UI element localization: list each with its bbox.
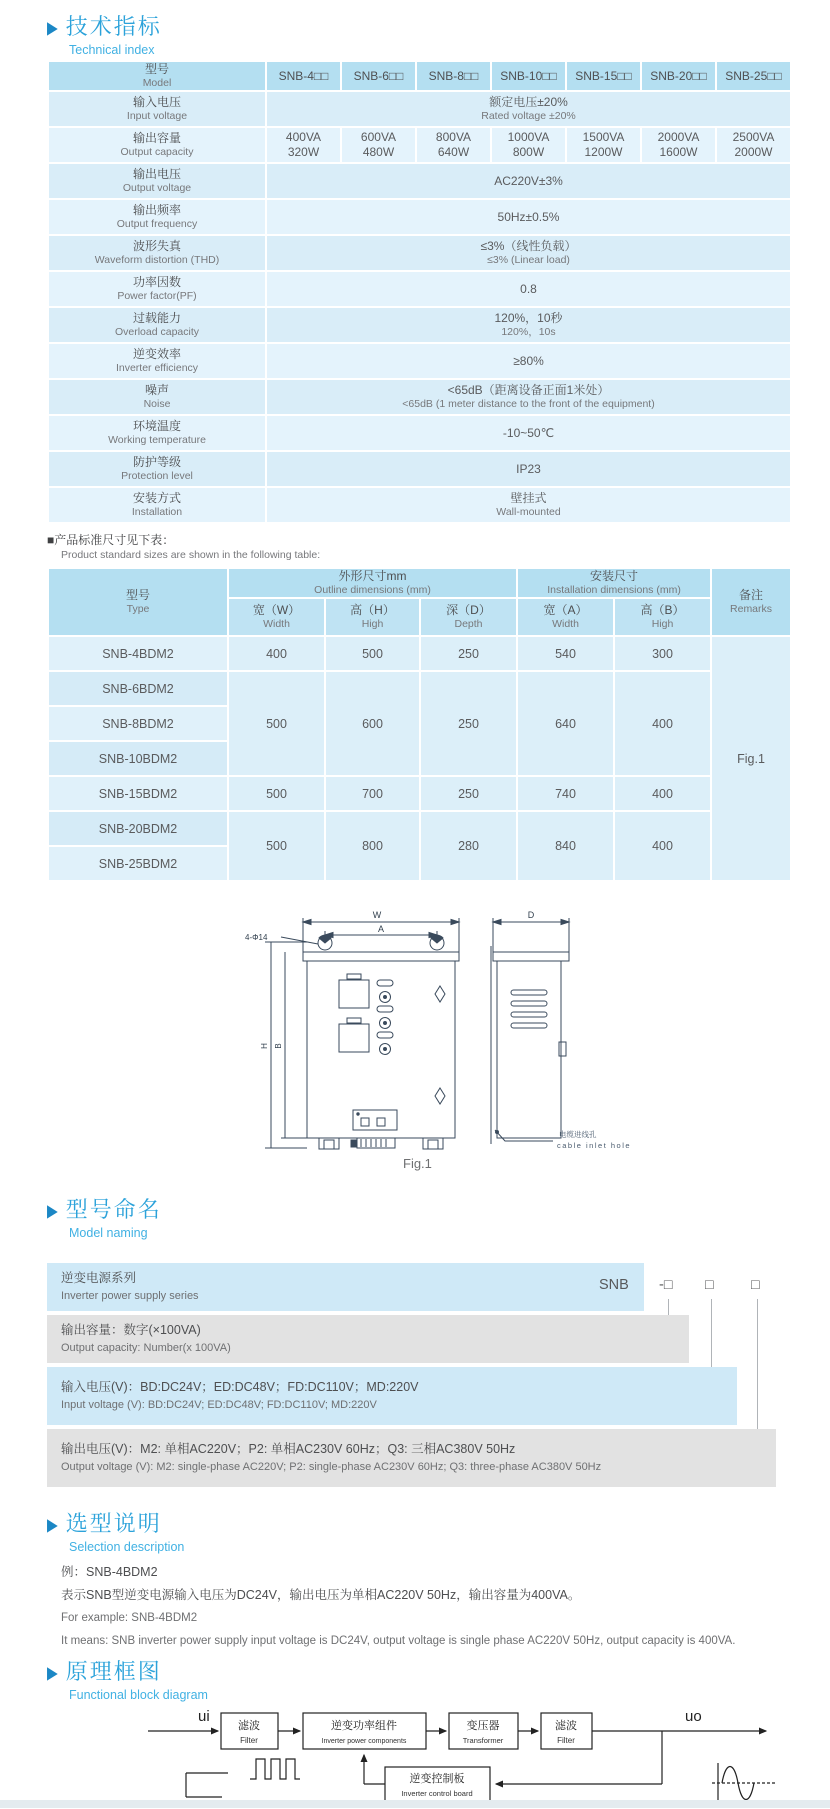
capacity-cell: 600VA 480W	[341, 127, 416, 163]
naming-row-series: 逆变电源系列 Inverter power supply series	[47, 1263, 644, 1311]
selection-example-en: For example: SNB-4BDM2	[61, 1612, 198, 1624]
section-arrow-icon: ▶	[47, 1514, 58, 1534]
capacity-cell: 2500VA 2000W	[716, 127, 791, 163]
spec-value-cell: -10~50℃	[266, 415, 791, 451]
remarks-cell: Fig.1	[711, 636, 791, 881]
spec-row-input-voltage	[48, 91, 791, 127]
outline-header-cell: 外形尺寸mm Outline dimensions (mm)	[228, 568, 517, 598]
section-title-zh: 选型说明	[65, 1511, 162, 1536]
inverter-power-label-en: Inverter power components	[321, 1738, 407, 1745]
type-cell: SNB-8BDM2	[48, 706, 228, 741]
spec-label-cell: 防护等级 Protection level	[48, 451, 266, 487]
capacity-cell: 1000VA 800W	[491, 127, 566, 163]
code-prefix: SNB	[599, 1277, 629, 1293]
spec-value-cell: ≥80%	[266, 343, 791, 379]
section-model-naming-heading	[47, 1197, 790, 1223]
size-row: SNB-20BDM2 500 800 280 840 400	[48, 811, 791, 846]
table-header-row	[48, 61, 791, 91]
spec-label-cell: 输出频率 Output frequency	[48, 199, 266, 235]
diagram-output-label: uo	[685, 1708, 702, 1725]
model-col: SNB-10□□	[491, 61, 566, 91]
spec-value-en: Rated voltage ±20%	[481, 110, 576, 122]
model-col: SNB-4□□	[266, 61, 341, 91]
control-board-label-zh: 逆变控制板	[409, 1773, 465, 1785]
type-cell: SNB-20BDM2	[48, 811, 228, 846]
connector-line	[668, 1299, 669, 1315]
spec-label-zh: 输出容量	[132, 131, 181, 145]
model-col: SNB-25□□	[716, 61, 791, 91]
capacity-cell: 400VA 320W	[266, 127, 341, 163]
dim-b-label: B	[274, 1043, 283, 1049]
selection-text	[61, 1561, 790, 1653]
transformer-label-zh: 变压器	[466, 1720, 500, 1732]
spec-row-protection-level	[48, 451, 791, 487]
code-slot-1: -□	[659, 1277, 673, 1293]
filter1-label-en: Filter	[240, 1736, 258, 1745]
spec-label-cell	[48, 91, 266, 127]
sizes-group-header-row	[48, 568, 791, 598]
section-title-zh: 原理框图	[65, 1659, 162, 1684]
filter1-label-zh: 滤波	[238, 1720, 260, 1732]
page-bottom-strip	[0, 1800, 830, 1808]
spec-row-working-temperature	[48, 415, 791, 451]
spec-row-installation	[48, 487, 791, 523]
spec-label-en: Output capacity	[120, 146, 194, 158]
filter2-label-en: Filter	[557, 1736, 575, 1745]
spec-label-zh: 输入电压	[132, 95, 181, 109]
spec-value-cell: 120%，10秒 120%，10s	[266, 307, 791, 343]
technical-index-table	[47, 60, 792, 524]
section-selection-heading	[47, 1511, 790, 1537]
spec-label-en: Input voltage	[126, 110, 188, 122]
cable-inlet-label-zh: 电缆进线孔	[559, 1130, 597, 1139]
capacity-cell: 800VA 640W	[416, 127, 491, 163]
section-title-en: Functional block diagram	[69, 1688, 208, 1702]
capacity-cell: 1500VA 1200W	[566, 127, 641, 163]
depth-d-header: 深（D） Depth	[420, 598, 517, 636]
spec-label-cell: 过载能力 Overload capacity	[48, 307, 266, 343]
functional-block-diagram-svg	[120, 1705, 780, 1809]
model-col: SNB-6□□	[341, 61, 416, 91]
sizes-note-en: Product standard sizes are shown in the following table:	[61, 549, 321, 561]
spec-label-cell: 输出电压 Output voltage	[48, 163, 266, 199]
selection-desc-zh: 表示SNB型逆变电源输入电压为DC24V，输出电压为单相AC220V 50Hz，输出容量为400VA。	[61, 1588, 581, 1602]
type-cell: SNB-10BDM2	[48, 741, 228, 776]
width-w-header: 宽（W） Width	[228, 598, 325, 636]
section-technical-index-heading	[47, 0, 790, 40]
control-board-label-en: Inverter control board	[401, 1789, 473, 1798]
inverter-power-label-zh: 逆变功率组件	[331, 1720, 397, 1732]
model-label-en: Model	[142, 77, 172, 89]
spec-value-cell: AC220V±3%	[266, 163, 791, 199]
dim-d-label: D	[527, 910, 535, 920]
naming-row-input-voltage: 输入电压(V)：BD:DC24V；ED:DC48V；FD:DC110V；MD:220V Input voltage (V): BD:DC24V; ED:DC48V; FD:DC110V; MD:220V	[47, 1367, 737, 1425]
spec-label-cell: 逆变效率 Inverter efficiency	[48, 343, 266, 379]
type-cell: SNB-15BDM2	[48, 776, 228, 811]
spec-value-cell: 50Hz±0.5%	[266, 199, 791, 235]
naming-row-output-voltage: 输出电压(V)：M2: 单相AC220V；P2: 单相AC230V 60Hz；Q3: 三相AC380V 50Hz Output voltage (V): M2: single-phase AC220V; P2: single-phase AC230V 60Hz; Q3: three-phase AC380V 50Hz	[47, 1429, 776, 1487]
connector-line	[757, 1299, 758, 1429]
section-title-en: Selection description	[69, 1540, 185, 1554]
standard-sizes-table	[47, 567, 792, 882]
spec-label-cell: 环境温度 Working temperature	[48, 415, 266, 451]
spec-value-cell: <65dB（距离设备正面1米处） <65dB (1 meter distance to the front of the equipment)	[266, 379, 791, 415]
high-b-header: 高（B） High	[614, 598, 711, 636]
model-header-cell	[48, 61, 266, 91]
dim-a-label: A	[377, 924, 385, 934]
spec-row-power-factor	[48, 271, 791, 307]
type-header-cell: 型号 Type	[48, 568, 228, 636]
filter2-label-zh: 滤波	[555, 1720, 577, 1732]
section-title-zh: 技术指标	[65, 14, 162, 39]
capacity-cell: 2000VA 1600W	[641, 127, 716, 163]
spec-row-noise	[48, 379, 791, 415]
mounting-holes-label: 4-Φ14	[245, 933, 268, 942]
code-slot-2: □	[705, 1277, 714, 1293]
spec-row-overload-capacity	[48, 307, 791, 343]
high-h-header: 高（H） High	[325, 598, 420, 636]
spec-row-waveform-distortion	[48, 235, 791, 271]
spec-label-cell: 安装方式 Installation	[48, 487, 266, 523]
spec-label-cell: 波形失真 Waveform distortion (THD)	[48, 235, 266, 271]
type-cell: SNB-25BDM2	[48, 846, 228, 881]
section-title-en: Technical index	[69, 43, 155, 57]
naming-row-output-capacity: 输出容量：数字(×100VA) Output capacity: Number(x 100VA)	[47, 1315, 689, 1363]
install-header-cell: 安装尺寸 Installation dimensions (mm)	[517, 568, 711, 598]
type-cell: SNB-4BDM2	[48, 636, 228, 671]
type-cell: SNB-6BDM2	[48, 671, 228, 706]
size-row: SNB-4BDM2 400 500 250 540 300 Fig.1	[48, 636, 791, 671]
sizes-note-zh: ■产品标准尺寸见下表：	[47, 533, 175, 547]
cabinet-drawing-svg	[241, 894, 801, 1152]
connector-line	[711, 1299, 712, 1367]
selection-example-zh: 例：SNB-4BDM2	[61, 1565, 158, 1579]
spec-row-inverter-efficiency	[48, 343, 791, 379]
code-slot-3: □	[751, 1277, 760, 1293]
spec-row-output-voltage	[48, 163, 791, 199]
model-label-zh: 型号	[144, 62, 169, 76]
figure-caption: Fig.1	[403, 1156, 432, 1171]
section-title-en: Model naming	[69, 1226, 148, 1240]
selection-desc-en: It means: SNB inverter power supply input voltage is DC24V, output voltage is single phase AC220V 50Hz, output capacity is 400VA.	[61, 1635, 736, 1647]
transformer-label-en: Transformer	[462, 1736, 504, 1745]
section-arrow-icon: ▶	[47, 1200, 58, 1220]
spec-label-cell: 噪声 Noise	[48, 379, 266, 415]
section-arrow-icon: ▶	[47, 1662, 58, 1682]
width-a-header: 宽（A） Width	[517, 598, 614, 636]
spec-label-cell	[48, 127, 266, 163]
spec-value-cell: 0.8	[266, 271, 791, 307]
remarks-header-cell: 备注 Remarks	[711, 568, 791, 636]
spec-row-output-frequency	[48, 199, 791, 235]
section-block-diagram-heading	[47, 1659, 790, 1685]
spec-value-cell: ≤3%（线性负载） ≤3% (Linear load)	[266, 235, 791, 271]
size-row: SNB-15BDM2 500 700 250 740 400	[48, 776, 791, 811]
section-arrow-icon: ▶	[47, 17, 58, 37]
spec-value-cell: 壁挂式 Wall-mounted	[266, 487, 791, 523]
section-title-zh: 型号命名	[65, 1197, 162, 1222]
model-col: SNB-15□□	[566, 61, 641, 91]
dim-h-label: H	[260, 1043, 269, 1049]
spec-value-cell	[266, 91, 791, 127]
model-naming-diagram	[47, 1263, 790, 1487]
dimension-drawing	[47, 894, 790, 1171]
dim-w-label: W	[372, 910, 382, 920]
diagram-input-label: ui	[198, 1708, 210, 1725]
cable-inlet-label-en: cable inlet hole	[557, 1141, 632, 1150]
model-col: SNB-8□□	[416, 61, 491, 91]
spec-row-output-capacity	[48, 127, 791, 163]
spec-label-cell: 功率因数 Power factor(PF)	[48, 271, 266, 307]
spec-value-cell: IP23	[266, 451, 791, 487]
size-row: SNB-6BDM2 500 600 250 640 400	[48, 671, 791, 706]
spec-value-zh: 额定电压±20%	[489, 95, 568, 109]
model-col: SNB-20□□	[641, 61, 716, 91]
